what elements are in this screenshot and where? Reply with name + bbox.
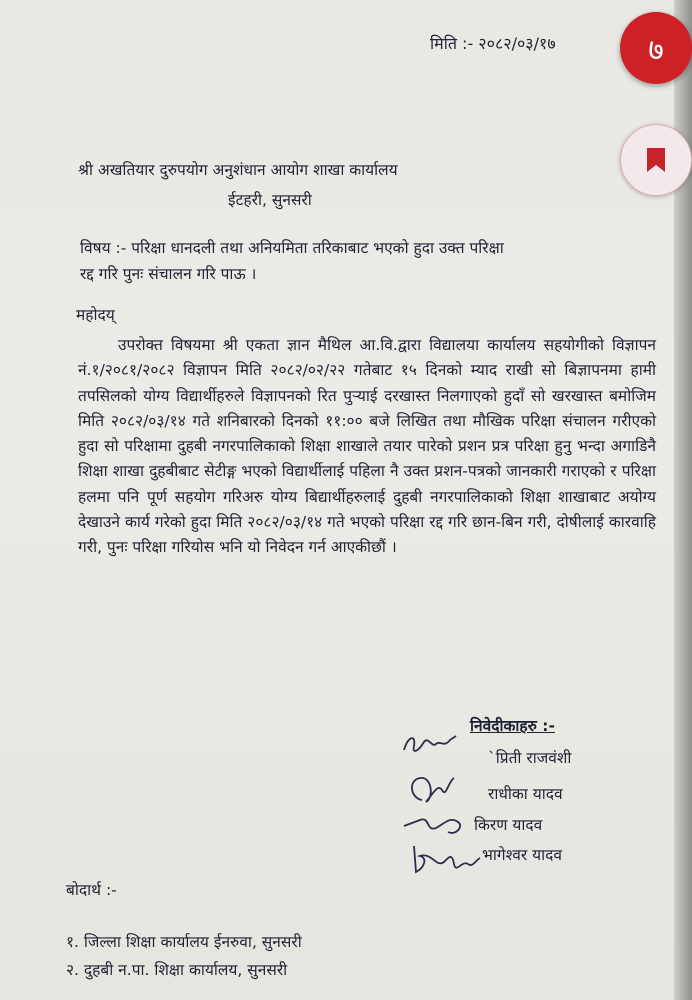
badge-count: ७ [648,32,664,68]
cc-item-2: २. दुहबी न.पा. शिक्षा कार्यालय, सुनसरी [66,961,288,979]
applicant-4: भागेश्वर यादव [482,846,562,864]
applicant-1: `प्रिती राजवंशी [488,749,572,767]
date-line: मिति :- २०८२/०३/१७ [430,34,556,53]
recipient-line-2: ईटहरी, सुनसरी [228,191,312,209]
notification-badge-button[interactable] [620,12,692,84]
bookmark-icon [645,146,667,174]
applicant-3: किरण यादव [474,816,543,834]
signature-4 [406,838,486,882]
salutation: महोदय् [76,306,115,324]
cc-item-1: १. जिल्ला शिक्षा कार्यालय ईनरुवा, सुनसरी [66,933,302,951]
bookmark-button[interactable] [620,124,692,196]
subject-line-2: रद्द गरि पुनः संचालन गरि पाऊ । [80,265,257,283]
applicant-2: राधीका यादव [488,785,563,803]
signature-2 [404,770,464,810]
letter-body: उपरोक्त विषयमा श्री एकता ज्ञान मैथिल आ.वि.द्वारा विद्यालया कार्यालय सहयोगीको विज्ञापन नं.१/२०८१/२०८२ विज्ञापन मिति २०८२/०२/२२ गतेबाट १५ दिनको म्याद राखी सो बिज्ञापनमा हामी तपसिलको योग्य विद्यार्थीहरुले विज्ञापनको रित पुऱ्याई दरखास्त निलगाएको हुदाँ सो खरखास्त बमोजिम मिति २०८२/०३/१४ गते शनिबारको दिनको ११:०० बजे लिखित तथा मौखिक परिक्षा संचालन गरीएको हुदा सो परिक्षामा दुहबी नगरपालिकाको शिक्षा शाखाले तयार पारेको प्रशन प्रत्र परिक्षा हुनु भन्दा अगाडिनै शिक्षा शाखा दुहबीबाट सेटीङ्ग भएको विद्यार्थीलाई पहिला नै उक्त प्रशन-पत्रको जानकारी गराएको र परिक्षा हलमा पनि पूर्ण सहयोग गरिअरु योग्य बिद्यार्थीहरुलाई दुहबी नगरपालिकाको शिक्षा शाखाबाट अयोग्य देखाउने कार्य गरेको हुदा मिति २०८२/०३/१४ गते भएको परिक्षा रद्द गरि छान-बिन गरी, दोषीलाई कारवाहि गरी, पुनः परिक्षा गरियोस भनि यो निवेदन गर्न आएकीछौं । [78,336,656,557]
recipient-line-1: श्री अखतियार दुरुपयोग अनुशंधान आयोग शाखा कार्यालय [78,161,398,179]
signature-1 [398,728,468,762]
cc-title: बोदार्थ :- [66,881,117,899]
applicants-title: निवेदीकाहरु :- [470,717,555,735]
subject-line-1: विषय :- परिक्षा धानदली तथा अनियमिता तरिकाबाट भएको हुदा उक्त परिक्षा [80,239,504,257]
